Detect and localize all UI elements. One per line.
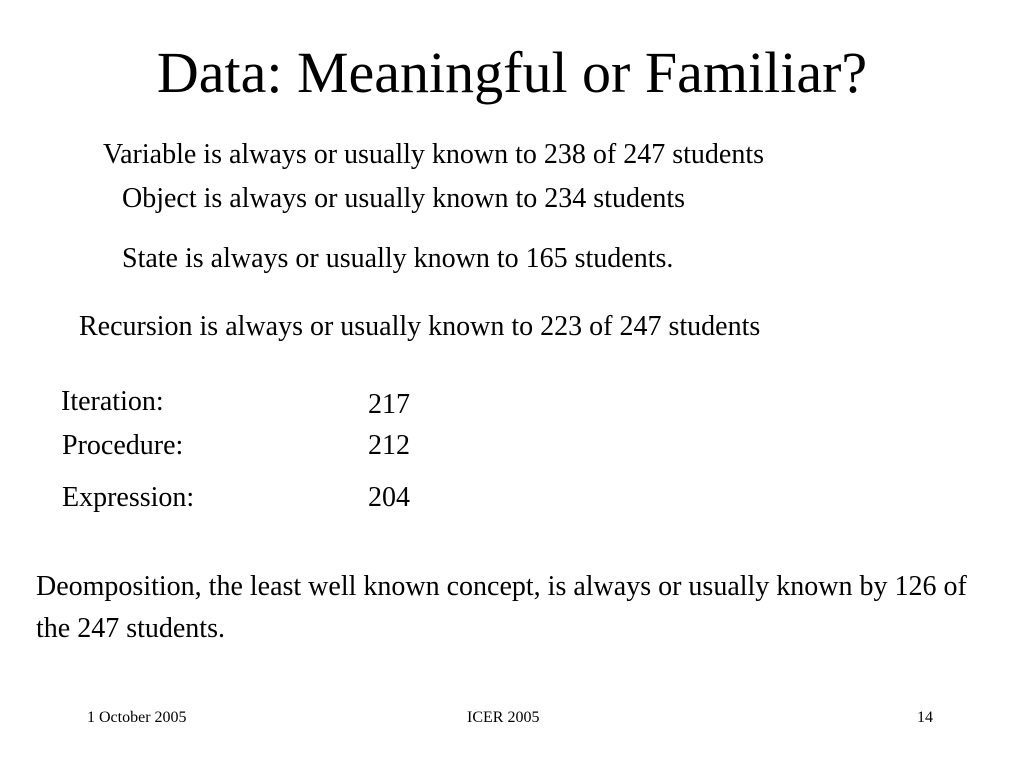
slide-title: Data: Meaningful or Familiar? <box>156 40 868 105</box>
variable-line: Variable is always or usually known to 238 of 247 students <box>103 139 765 170</box>
iteration-label: Iteration: <box>61 386 164 417</box>
procedure-value: 212 <box>368 430 410 461</box>
iteration-value: 217 <box>368 389 410 420</box>
footer-page-number: 14 <box>917 709 933 726</box>
expression-value: 204 <box>368 482 410 513</box>
state-line: State is always or usually known to 165 students. <box>122 243 674 274</box>
decomposition-paragraph: Deomposition, the least well known concept, is always or usually known by 126 of the 247 students. <box>36 571 967 644</box>
recursion-line: Recursion is always or usually known to 223 of 247 students <box>79 311 761 342</box>
footer-event: ICER 2005 <box>467 709 540 726</box>
expression-label: Expression: <box>62 482 195 513</box>
object-line: Object is always or usually known to 234 students <box>122 183 686 214</box>
procedure-label: Procedure: <box>62 430 184 461</box>
footer-date: 1 October 2005 <box>87 709 187 726</box>
